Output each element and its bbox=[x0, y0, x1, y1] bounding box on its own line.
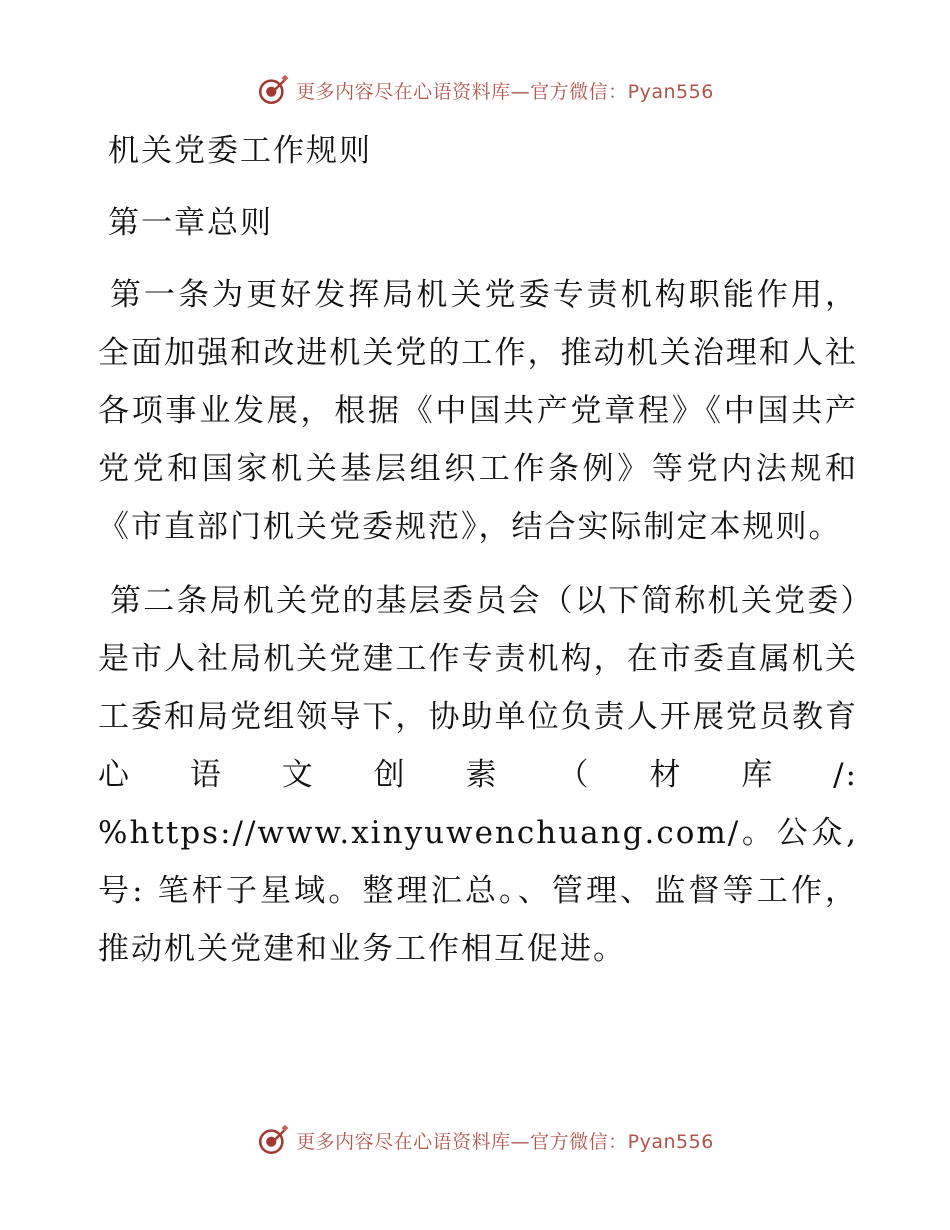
quill-logo-icon bbox=[256, 1123, 290, 1157]
header-watermark-inner bbox=[256, 73, 714, 107]
footer-watermark-inner bbox=[256, 1123, 714, 1157]
footer-watermark-text: 更多内容尽在心语资料库—官方微信：Pyan556 bbox=[296, 1130, 714, 1153]
chapter-heading: 第一章总则 bbox=[108, 205, 273, 241]
document-body bbox=[98, 122, 858, 978]
header-watermark-text: 更多内容尽在心语资料库—官方微信：Pyan556 bbox=[296, 80, 714, 103]
document-title: 机关党委工作规则 bbox=[108, 133, 372, 169]
quill-logo-icon bbox=[256, 73, 290, 107]
footer-watermark bbox=[0, 1120, 950, 1160]
article-1-paragraph: 第一条为更好发挥局机关党委专责机构职能作用，全面加强和改进机关党的工作，推动机关治理和人社各项事业发展，根据《中国共产党章程》《中国共产党党和国家机关基层组织工作条例》等党内法规和《市直部门机关党委规范》，结合实际制定本规则。 bbox=[98, 277, 858, 545]
header-watermark bbox=[0, 70, 950, 110]
article-2-paragraph: 第二条局机关党的基层委员会（以下简称机关党委）是市人社局机关党建工作专责机构，在市委直属机关工委和局党组领导下，协助单位负责人开展党员教育心语文创素（材库/: %https://www.xinyuwenchuang.com/。公众,号: 笔杆子星域。整理汇总。、管理、监督等工作，推动机关党建和业务工作相互促进。 bbox=[98, 583, 858, 967]
